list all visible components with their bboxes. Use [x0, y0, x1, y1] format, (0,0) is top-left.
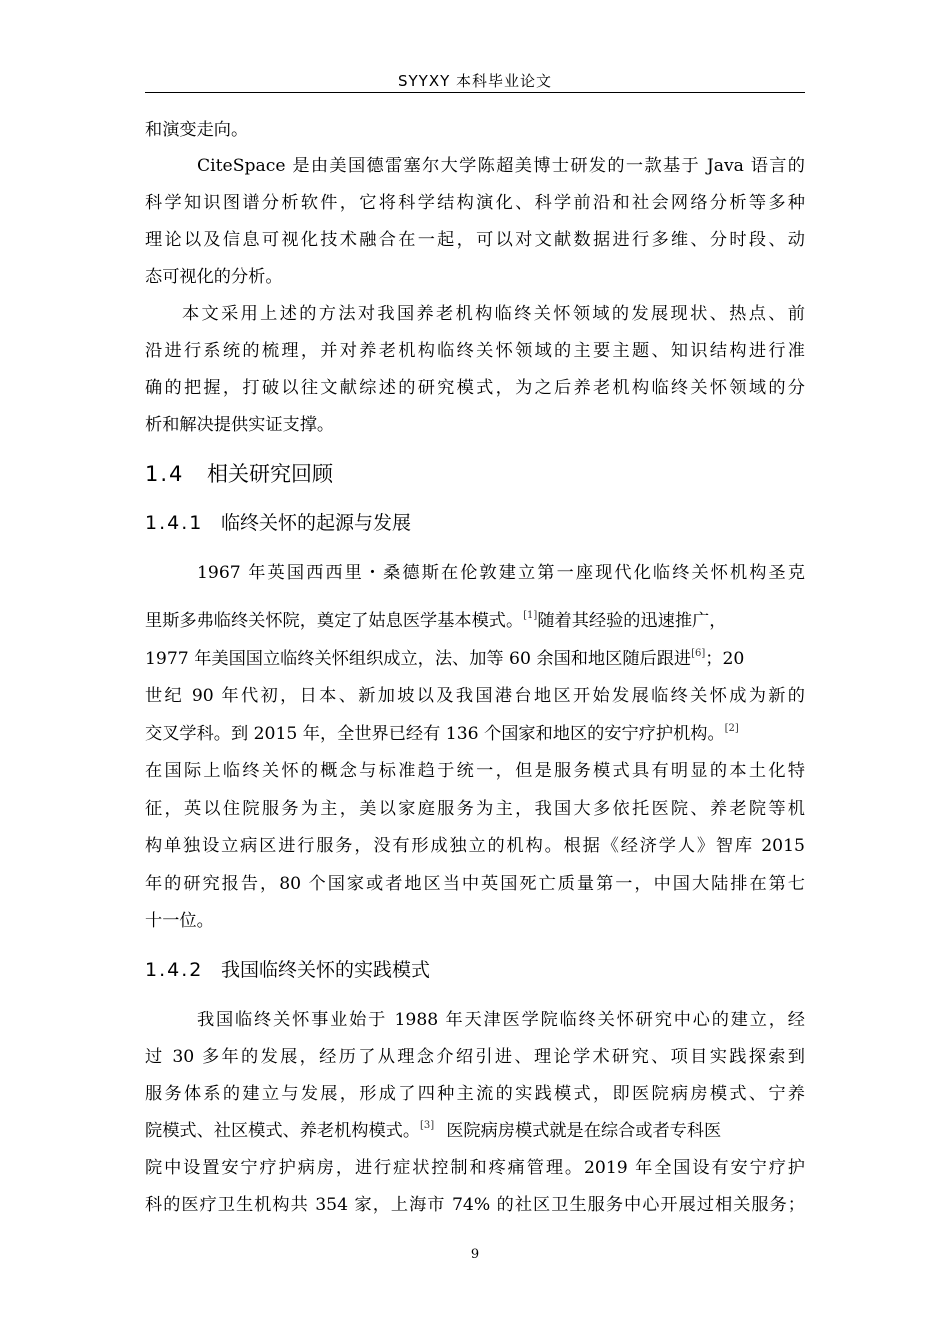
page-number: 9 — [470, 1247, 480, 1262]
subsection-title: 临终关怀的起源与发展 — [221, 512, 412, 534]
body-line: 科学知识图谱分析软件，它将科学结构演化、科学前沿和社会网络分析等多种 — [145, 193, 805, 213]
citation-ref: [6] — [691, 648, 706, 659]
body-line: 构单独设立病区进行服务，没有形成独立的机构。根据《经济学人》智库 2015 — [145, 836, 805, 856]
body-text: 交叉学科。到 2015 年，全世界已经有 136 个国家和地区的安宁疗护机构。 — [145, 724, 725, 744]
body-line — [145, 716, 805, 752]
body-line: 在国际上临终关怀的概念与标准趋于统一，但是服务模式具有明显的本土化特 — [145, 761, 805, 781]
body-text: 院模式、社区模式、养老机构模式。 — [145, 1121, 421, 1141]
body-line: 本文采用上述的方法对我国养老机构临终关怀领域的发展现状、热点、前 — [182, 304, 805, 324]
subsection-title: 我国临终关怀的实践模式 — [221, 959, 431, 981]
body-text: 随着其经验的迅速推广， — [537, 611, 727, 631]
body-line: 我国临终关怀事业始于 1988 年天津医学院临终关怀研究中心的建立，经 — [197, 1010, 805, 1030]
citation-ref: [2] — [724, 723, 739, 734]
body-line: 十一位。 — [145, 911, 214, 931]
body-line: 院中设置安宁疗护病房，进行症状控制和疼痛管理。2019 年全国设有安宁疗护 — [145, 1158, 805, 1178]
body-line: 征，英以住院服务为主，美以家庭服务为主，我国大多依托医院、养老院等机 — [145, 799, 805, 819]
body-text: ；20 — [705, 649, 745, 669]
body-line: 过 30 多年的发展，经历了从理念介绍引进、理论学术研究、项目实践探索到 — [145, 1047, 805, 1067]
body-line: 确的把握，打破以往文献综述的研究模式，为之后养老机构临终关怀领域的分 — [145, 378, 805, 398]
subsection-heading — [145, 507, 411, 539]
body-line — [145, 603, 805, 639]
body-line: 态可视化的分析。 — [145, 267, 283, 287]
section-title: 相关研究回顾 — [207, 462, 333, 486]
body-line: CiteSpace 是由美国德雷塞尔大学陈超美博士研发的一款基于 Java 语言的 — [197, 156, 805, 176]
body-line — [145, 641, 805, 677]
body-line: 和演变走向。 — [145, 120, 249, 140]
body-line: 1967 年英国西西里・桑德斯在伦敦建立第一座现代化临终关怀机构圣克 — [197, 563, 805, 583]
section-number: 1.4 — [145, 462, 185, 486]
body-line: 析和解决提供实证支撑。 — [145, 415, 335, 435]
header-rule — [145, 92, 805, 93]
citation-ref: [3] — [420, 1120, 435, 1131]
body-line: 世纪 90 年代初，日本、新加坡以及我国港台地区开始发展临终关怀成为新的 — [145, 686, 805, 706]
body-line — [145, 1113, 805, 1149]
body-text: 医院病房模式就是在综合或者专科医 — [446, 1121, 722, 1141]
body-line: 科的医疗卫生机构共 354 家，上海市 74% 的社区卫生服务中心开展过相关服务； — [145, 1195, 805, 1215]
body-line: 理论以及信息可视化技术融合在一起，可以对文献数据进行多维、分时段、动 — [145, 230, 805, 250]
body-text: 里斯多弗临终关怀院，奠定了姑息医学基本模式。 — [145, 611, 524, 631]
section-heading — [145, 456, 333, 492]
body-line: 服务体系的建立与发展，形成了四种主流的实践模式，即医院病房模式、宁养 — [145, 1084, 805, 1104]
subsection-number: 1.4.1 — [145, 512, 204, 534]
body-text: 1977 年美国国立临终关怀组织成立，法、加等 60 余国和地区随后跟进 — [145, 649, 692, 669]
body-line: 沿进行系统的梳理，并对养老机构临终关怀领域的主要主题、知识结构进行准 — [145, 341, 805, 361]
subsection-number: 1.4.2 — [145, 959, 204, 981]
body-line: 年的研究报告，80 个国家或者地区当中英国死亡质量第一，中国大陆排在第七 — [145, 874, 805, 894]
running-header: SYYXY 本科毕业论文 — [397, 72, 553, 90]
citation-ref: [1] — [523, 610, 538, 621]
subsection-heading — [145, 954, 430, 986]
